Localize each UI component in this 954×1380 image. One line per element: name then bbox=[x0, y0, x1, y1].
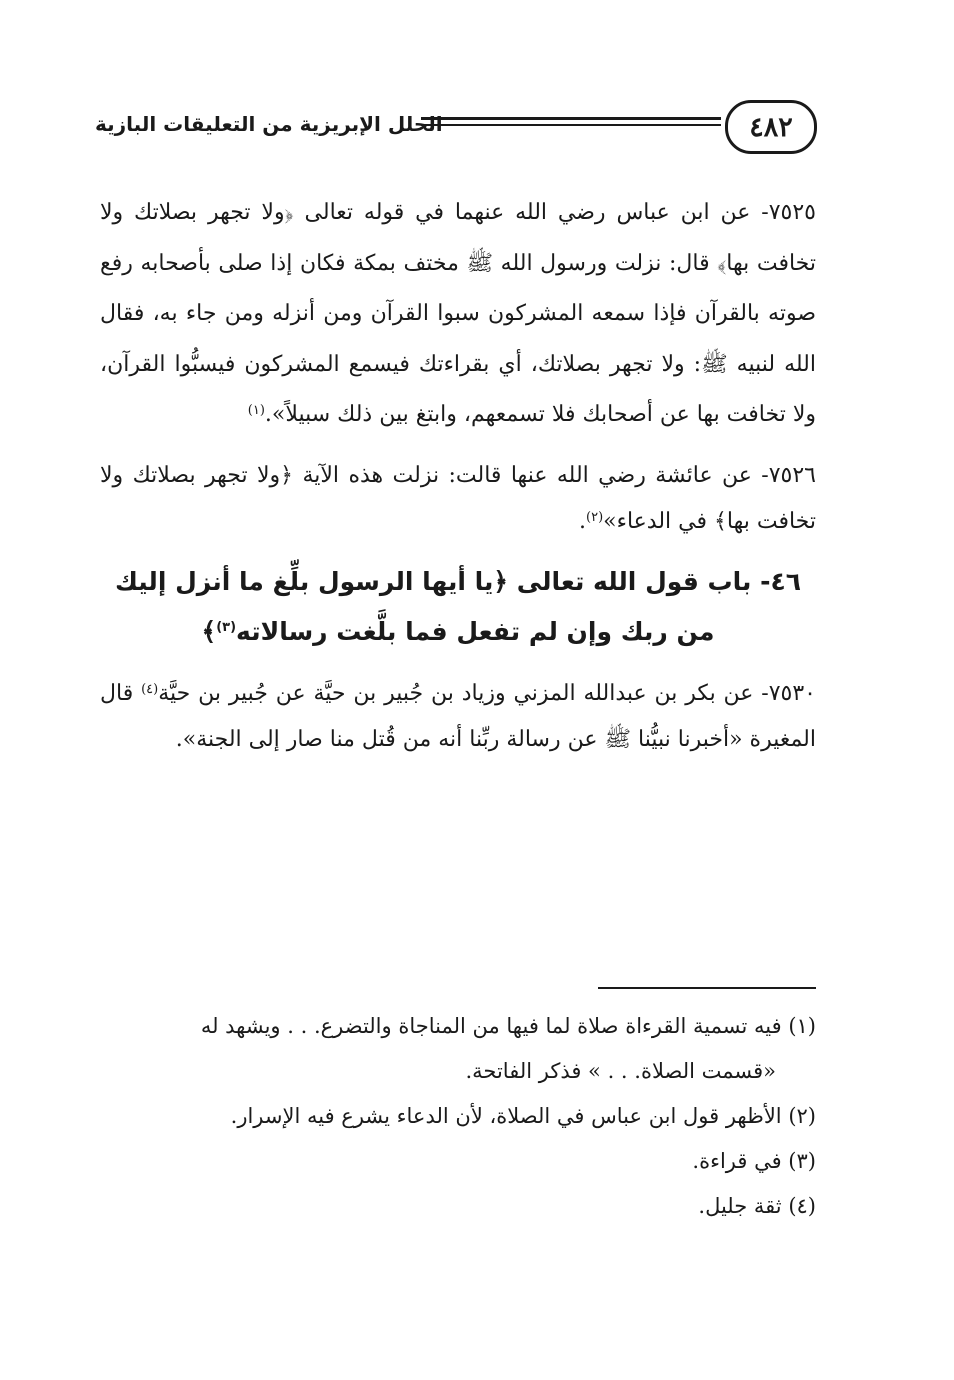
footnote-3: (٣) في قراءة. bbox=[692, 1149, 816, 1173]
footnote-ref-4: (٤) bbox=[141, 681, 159, 697]
hadith-7530-text-b: قال المغيرة «أخبرنا نبيُّنا ﷺ عن رسالة ربِّنا أنه من قُتل منا صار إلى الجنة». bbox=[100, 680, 816, 752]
page-header bbox=[95, 100, 817, 162]
footnote-ref-1: (١) bbox=[247, 403, 265, 418]
footnote-ref-3: (٣) bbox=[216, 619, 237, 635]
running-title: الحلل الإبريزية من التعليقات البازية bbox=[95, 112, 443, 136]
footnotes bbox=[100, 1004, 816, 1229]
footnote-4: (٤) ثقة جليل. bbox=[698, 1194, 816, 1218]
hadith-7525 bbox=[100, 188, 816, 441]
footnote-1-text: (١) فيه تسمية القرءاة صلاة لما فيها من المناجاة والتضرع. . . ويشهد له bbox=[200, 1014, 816, 1038]
header-double-rule bbox=[421, 117, 721, 126]
hadith-7526-text: ٧٥٢٦- عن عائشة رضي الله عنها قالت: نزلت هذه الآية ﴿ولا تجهر بصلاتك ولا تخافت بها﴾ في الدعاء» bbox=[100, 462, 816, 534]
main-text bbox=[100, 188, 816, 775]
hadith-7530-text-a: ٧٥٣٠- عن بكر بن عبدالله المزني وزياد بن جُبير بن حيَّة عن جُبير بن حيَّة bbox=[158, 680, 816, 706]
footnote-2: (٢) الأظهر قول ابن عباس في الصلاة، لأن الدعاء يشرع فيه الإسرار. bbox=[230, 1104, 816, 1128]
hadith-7525-text: ٧٥٢٥- عن ابن عباس رضي الله عنهما في قوله تعالى ﴿ولا تجهر بصلاتك ولا تخافت بها﴾ قال: نزلت ورسول الله ﷺ مختف بمكة فكان إذا صلى بأصحابه رفع صوته بالقرآن فإذا سمعه المشركون سبوا القرآن ومن أنزله ومن جاء به، فقال الله لنبيه ﷺ: ولا تجهر بصلاتك، أي بقراءتك فيسمع المشركون فيسبُّوا القرآن، ولا تخافت بها عن أصحابك فلا تسمعهم، وابتغ بين ذلك سبيلاً». bbox=[100, 200, 816, 427]
chapter-heading-end: ﴾ bbox=[201, 616, 217, 646]
hadith-7530 bbox=[100, 671, 816, 763]
page-number: ٤٨٢ bbox=[725, 100, 817, 154]
chapter-heading-46 bbox=[100, 557, 816, 657]
footnote-separator bbox=[598, 987, 816, 989]
chapter-heading-text: ٤٦- باب قول الله تعالى ﴿يا أيها الرسول بلِّغ ما أنزل إليك من ربك وإن لم تفعل فما بلَّغت رسالاته bbox=[114, 566, 802, 646]
hadith-7526-end: . bbox=[579, 508, 587, 534]
hadith-7526 bbox=[100, 453, 816, 545]
footnote-1-continuation: «قسمت الصلاة. . . » فذكر الفاتحة. bbox=[465, 1059, 776, 1083]
footnote-1 bbox=[100, 1004, 816, 1094]
footnote-ref-2: (٢) bbox=[586, 509, 604, 525]
